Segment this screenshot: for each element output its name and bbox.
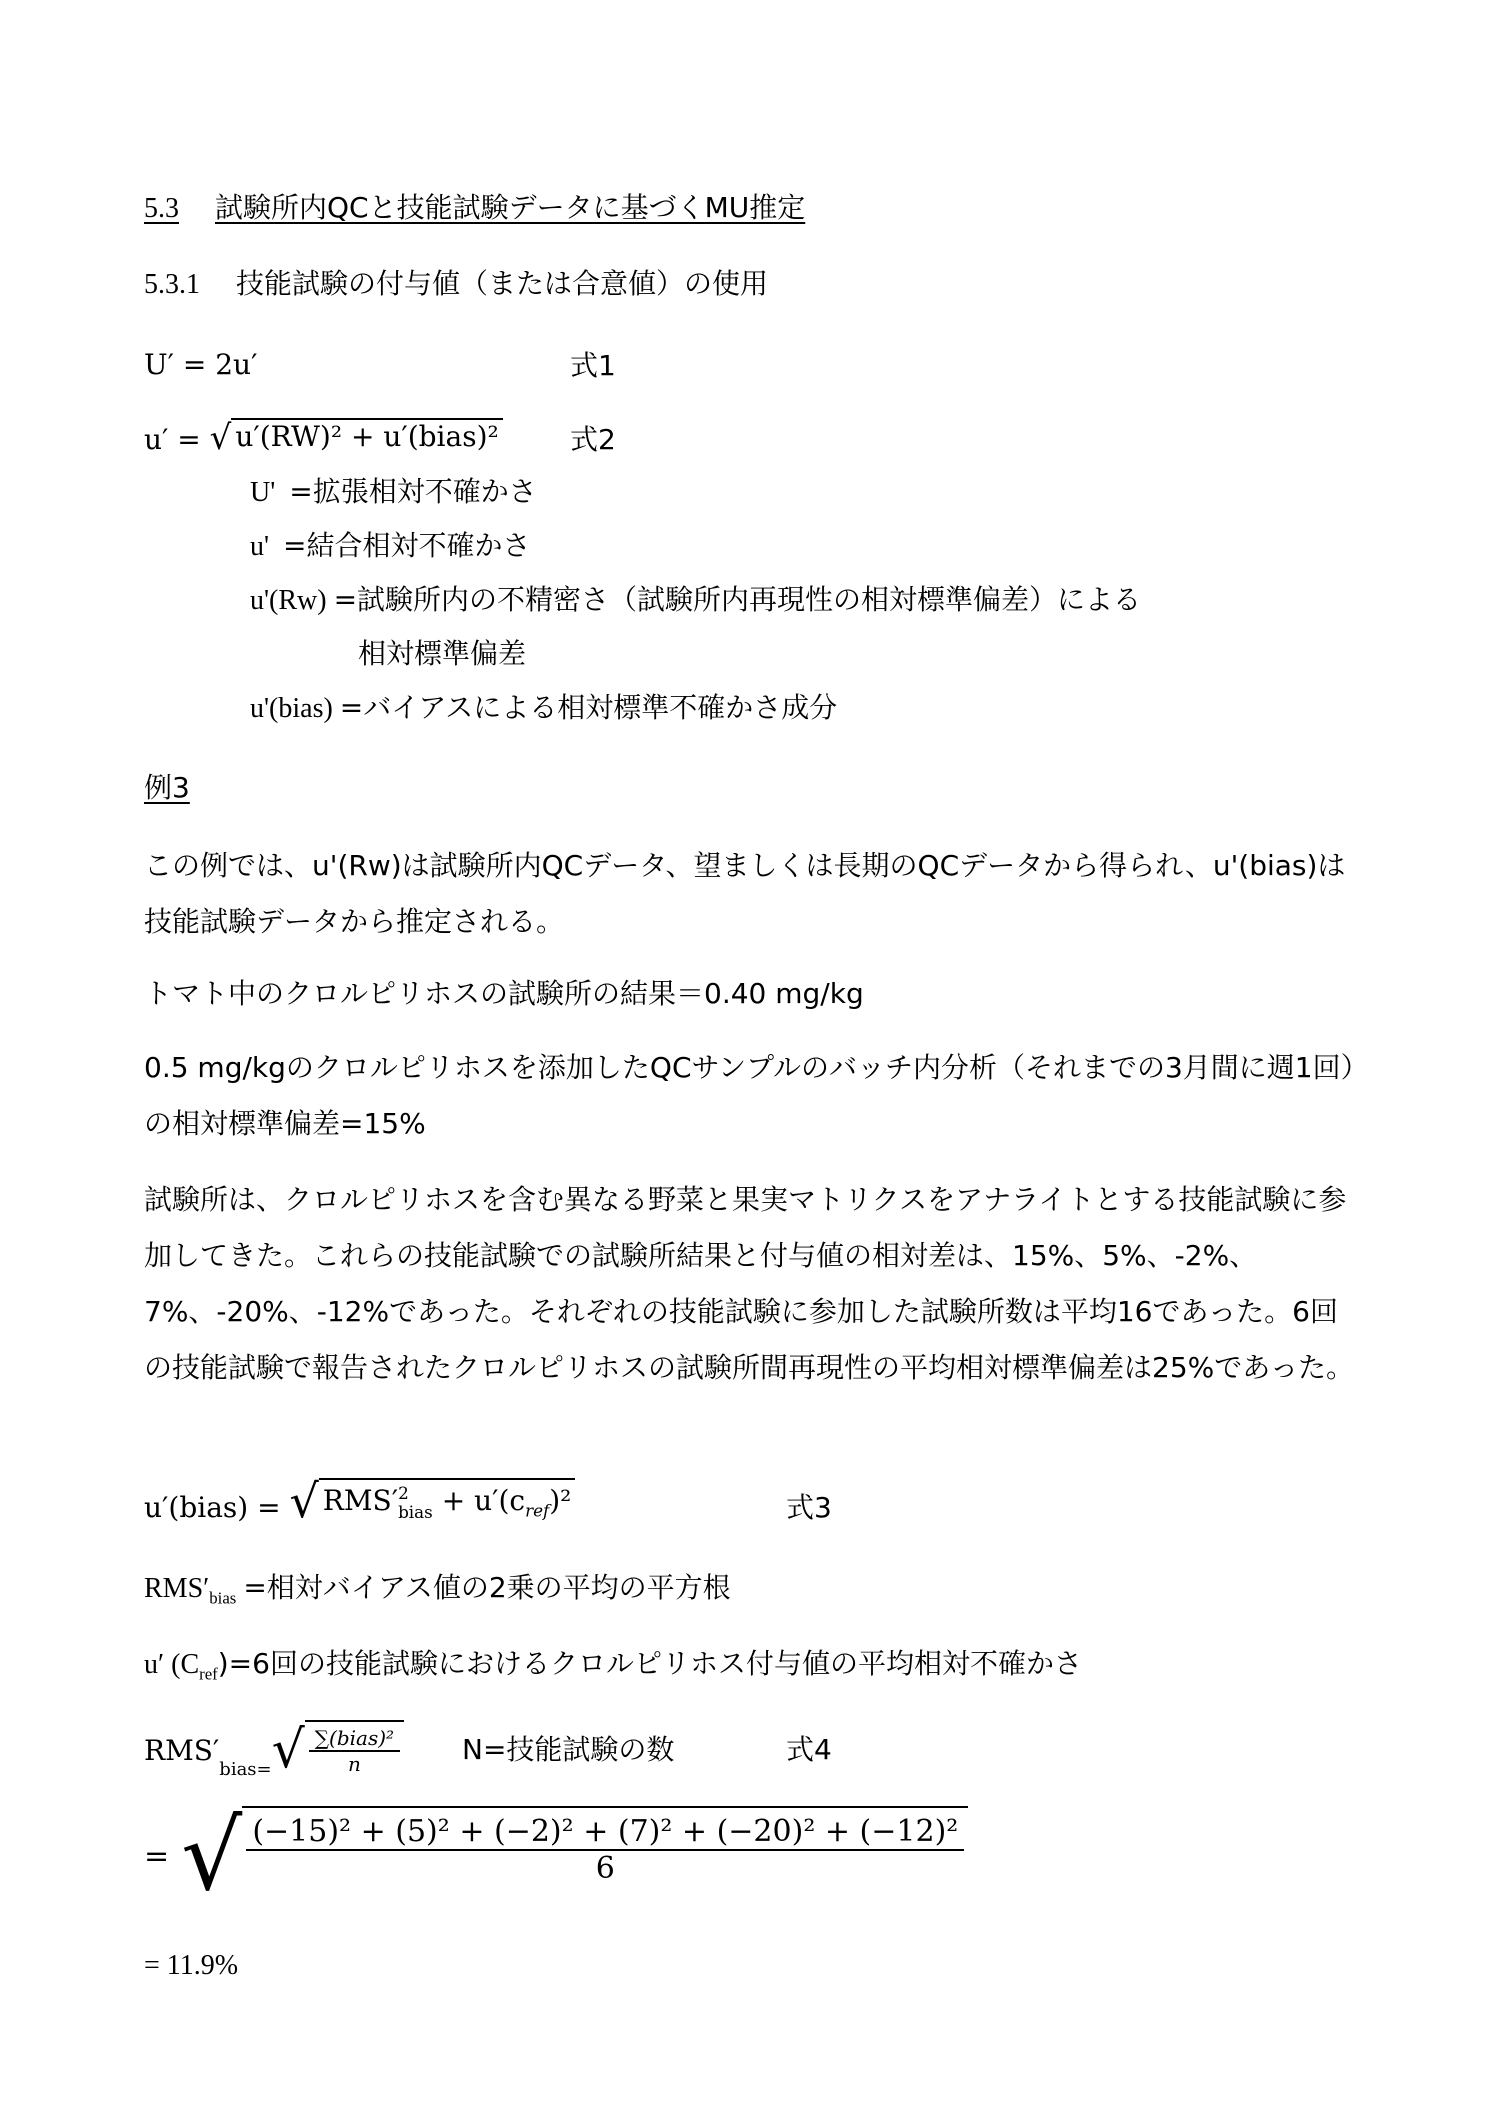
equation-4-subscript: bias= — [219, 1759, 272, 1780]
equation-3 — [144, 1474, 575, 1528]
cref-term: u′ (C — [144, 1649, 200, 1680]
equation-2-label: 式2 — [570, 423, 616, 456]
rms-definition — [144, 1568, 731, 1619]
equation-5-denominator: 6 — [595, 1851, 615, 1886]
equation-1-label: 式1 — [570, 349, 616, 382]
equation-4 — [144, 1720, 404, 1780]
definition-term: u' — [250, 531, 270, 562]
n-definition: N=技能試験の数 — [462, 1733, 675, 1766]
equation-2-lhs: u′ = — [144, 423, 201, 456]
sqrt-symbol: √ $\frac{\text{(−15)² + (5)² + (−2)² + (7)² + (−20)² + (−12)²}}{6}$ — [181, 1806, 968, 1906]
example-heading: 例3 — [144, 771, 190, 804]
subsection-heading — [144, 264, 768, 305]
equation-3-lhs: u′(bias) = — [144, 1491, 281, 1524]
sqrt-symbol: √ RMS′ 2 bias + $u'(c_{ref})^2$ — [289, 1478, 575, 1524]
section-title: 試験所内QCと技能試験データに基づくMU推定 — [215, 191, 806, 224]
equation-4-label: 式4 — [786, 1733, 832, 1766]
rms-symbol: RMS′ — [322, 1484, 399, 1517]
rms-term-subscript: bias — [209, 1588, 237, 1608]
equation-5-numerator: (−15)² + (5)² + (−2)² + (7)² + (−20)² + (−12)² — [246, 1814, 964, 1851]
definition-item — [250, 526, 531, 567]
equation-4-lhs: RMS′ — [144, 1733, 220, 1767]
equation-4-denominator: n — [347, 1752, 361, 1776]
ref-subscript: ref — [525, 1500, 550, 1521]
definition-text: =試験所内の不精密さ（試験所内再現性の相対標準偏差）による — [333, 583, 1142, 616]
equation-1 — [144, 348, 257, 381]
paragraph-1: この例では、u'(Rw)は試験所内QCデータ、望ましくは長期のQCデータから得られ、u'(bias)は技能試験データから推定される。 — [144, 849, 1346, 938]
equation-5 — [144, 1800, 968, 1912]
sqrt-symbol: √ $\frac{\text{∑(bias)²}}{n}$ — [272, 1720, 404, 1780]
rms-exponent: 2 — [398, 1483, 409, 1504]
equation-2 — [144, 418, 503, 458]
definition-text: =結合相対不確かさ — [283, 529, 531, 562]
equation-3-plus: + u′(c — [441, 1484, 526, 1517]
cref-term-subscript: ref — [199, 1664, 218, 1684]
rms-term: RMS′ — [144, 1573, 210, 1604]
result: = 11.9% — [144, 1950, 239, 1981]
definition-item — [250, 472, 537, 513]
cref-definition-text: )=6回の技能試験におけるクロルピリホス付与値の平均相対不確かさ — [217, 1647, 1082, 1680]
rms-subscript: bias — [398, 1501, 433, 1522]
section-number: 5.3 — [144, 193, 179, 224]
definition-text: =バイアスによる相対標準不確かさ成分 — [339, 691, 838, 724]
subsection-number: 5.3.1 — [144, 269, 200, 300]
definition-item — [250, 688, 837, 729]
definition-text: =拡張相対不確かさ — [289, 475, 537, 508]
definition-term: u'(bias) — [250, 693, 333, 724]
subsection-title: 技能試験の付与値（または合意値）の使用 — [236, 267, 769, 300]
section-heading — [144, 188, 805, 229]
cref-definition — [144, 1644, 1082, 1695]
paragraph-2: トマト中のクロルピリホスの試験所の結果＝0.40 mg/kg — [144, 977, 864, 1010]
definition-term: u'(Rw) — [250, 585, 327, 616]
equation-3-tail: )² — [549, 1484, 572, 1517]
equation-3-label: 式3 — [786, 1491, 832, 1524]
equation-2-radicand: u′(RW)² + u′(bias)² — [231, 418, 502, 458]
paragraph-4: 試験所は、クロルピリホスを含む異なる野菜と果実マトリクスをアナライトとする技能試験に参加してきた。これらの技能試験での試験所結果と付与値の相対差は、15%、5%、-2%、7%、-20%、-12%であった。それぞれの技能試験に参加した試験所数は平均16であった。6回の技能試験で報告されたクロルピリホスの試験所間再現性の平均相対標準偏差は25%であった。 — [144, 1183, 1354, 1384]
equation-4-numerator: ∑(bias)² — [314, 1726, 395, 1750]
sqrt-symbol: √ u′(RW)² + u′(bias)² — [210, 418, 503, 458]
rms-definition-text: =相対バイアス値の2乗の平均の平方根 — [243, 1571, 731, 1604]
definition-term: U' — [250, 477, 276, 508]
definition-item — [250, 580, 1141, 621]
equation-5-lhs: = — [144, 1838, 170, 1874]
definition-continuation: 相対標準偏差 — [358, 637, 527, 670]
equation-1-body: U′ = 2u′ — [144, 348, 258, 381]
paragraph-3: 0.5 mg/kgのクロルピリホスを添加したQCサンプルのバッチ内分析（それまでの3月間に週1回）の相対標準偏差=15% — [144, 1051, 1355, 1140]
